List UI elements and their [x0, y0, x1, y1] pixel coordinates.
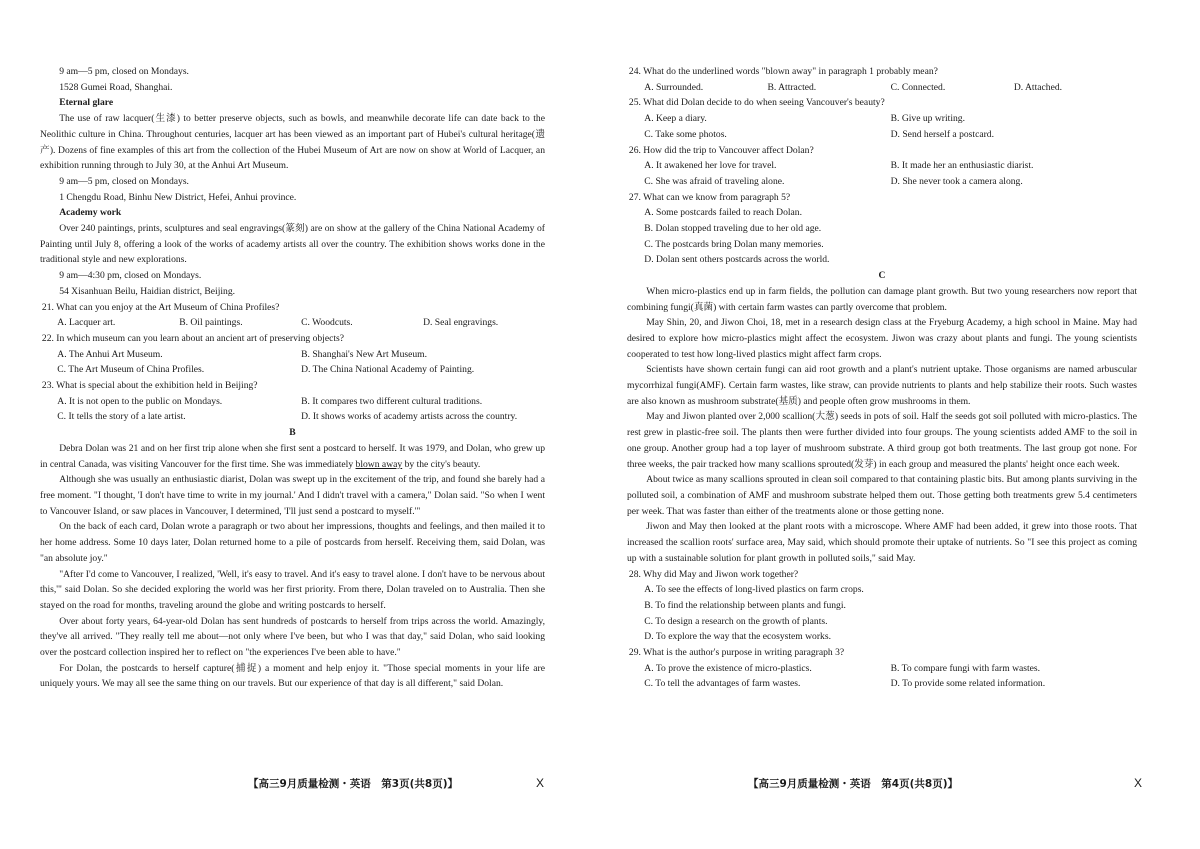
hours-text: 9 am—4:30 pm, closed on Mondays. — [59, 270, 202, 282]
page-mark-left: X — [536, 776, 545, 790]
options-21 — [40, 315, 545, 331]
address-text: 1 Chengdu Road, Binhu New District, Hefei, Anhui province. — [59, 191, 297, 203]
question-25: 25. What did Dolan decide to do when seeing Vancouver's beauty? — [628, 97, 885, 109]
passage-paragraph: For Dolan, the postcards to herself capture(捕捉) a moment and help enjoy it. "Those special moments in your life are uniquely yours. We may all see the same thing on our travels. But our experience of that day is all different," said Dolan. — [40, 662, 545, 690]
option: C. It tells the story of a late artist. — [57, 411, 186, 423]
option: D. She never took a camera along. — [890, 175, 1023, 187]
address-text: 1528 Gumei Road, Shanghai. — [59, 81, 173, 93]
question-24: 24. What do the underlined words "blown away" in paragraph 1 probably mean? — [628, 66, 938, 77]
option: B. To compare fungi with farm wastes. — [890, 662, 1041, 674]
option: B. Give up writing. — [890, 113, 965, 125]
exhibit-paragraph: Over 240 paintings, prints, sculptures and seal engravings(篆刻) are on show at the gallery of the China National Academy of Painting until July 8, offering a look of the works of academy artists all over the country. The exhibition shows works done in the traditional style and new explorations. — [40, 223, 545, 266]
option: D. It shows works of academy artists across the country. — [301, 411, 518, 423]
section-heading-c: C — [878, 270, 886, 282]
option: D. To provide some related information. — [890, 678, 1046, 690]
option: A. Keep a diary. — [644, 113, 707, 125]
option: B. It compares two different cultural traditions. — [301, 395, 483, 407]
option: B. Attracted. — [767, 81, 817, 93]
right-column — [627, 64, 1137, 692]
option: A. Surrounded. — [644, 81, 704, 93]
text-span: by the city's beauty. — [402, 458, 481, 470]
passage-paragraph: "After I'd come to Vancouver, I realized, 'Well, it's easy to travel. And it's easy to travel alone. I don't have to be nervous about this,'" said Dolan. So she decided exploring the world was her first priority. From there, Dolan traveled on to Australia. Then she stayed on the road for months, traveling around the globe and writing postcards to herself. — [40, 568, 545, 611]
option: C. Connected. — [890, 81, 946, 93]
option: B. Shanghai's New Art Museum. — [301, 348, 428, 360]
option: B. Oil paintings. — [179, 317, 243, 329]
option: C. To tell the advantages of farm wastes. — [644, 678, 801, 690]
exhibit-heading: Eternal glare — [59, 97, 114, 109]
question-27: 27. What can we know from paragraph 5? — [628, 191, 791, 203]
options-25 — [627, 111, 1137, 142]
passage-paragraph: Scientists have shown certain fungi can aid root growth and a plant's nutrient uptake. Those organisms are named arbuscular mycorrhizal fungi(AMF). Certain farm wastes, like straw, can provide nutrients to plants and help stabilize their roots. Such wastes are also known as mushroom substrate(基质) and people often grow mushrooms in them. — [627, 364, 1137, 407]
option: D. To explore the way that the ecosystem works. — [644, 631, 831, 643]
passage-paragraph: About twice as many scallions sprouted in clean soil compared to that containing plastic bits. But among plants surviving in the polluted soil, a combination of AMF and mushroom substrate helped them out. Those getting both treatments grew 5.4 centimeters per week. That was faster than either of the treatments alone or those getting none. — [627, 474, 1137, 517]
question-22: 22. In which museum can you learn about an ancient art of preserving objects? — [41, 332, 345, 344]
option: A. It awakened her love for travel. — [644, 160, 777, 172]
option: C. Take some photos. — [644, 128, 727, 140]
option: C. The postcards bring Dolan many memories. — [644, 238, 824, 250]
section-heading-b: B — [289, 427, 296, 439]
exhibit-paragraph: The use of raw lacquer(生漆) to better preserve objects, such as bowls, and meanwhile decorate life can date back to the Neolithic culture in China. Throughout centuries, lacquer art has been viewed as an important part of Hubei's cultural heritage(遗产). Dozens of fine examples of this art from the collection of the Hubei Museum of Art are now on show at World of Lacquer, an exhibition running through to July 30, at the Anhui Art Museum. — [40, 113, 545, 172]
question-21: 21. What can you enjoy at the Art Museum of China Profiles? — [41, 301, 280, 313]
option: A. The Anhui Art Museum. — [57, 348, 163, 360]
option: A. Some postcards failed to reach Dolan. — [644, 207, 802, 219]
passage-paragraph: Over about forty years, 64-year-old Dolan has sent hundreds of postcards to herself from trips across the world. Amazingly, they've all arrived. "They really tell me about—not only where I've been, but who I was that day," said Dolan, who said looking over the postcard collection inspired her to reflect on "the experiences I've been able to have." — [40, 615, 545, 659]
option: B. It made her an enthusiastic diarist. — [890, 160, 1034, 172]
hours-text: 9 am—5 pm, closed on Mondays. — [59, 66, 189, 77]
passage-paragraph: May and Jiwon planted over 2,000 scallion(大葱) seeds in pots of soil. Half the seeds got soil polluted with micro-plastics. The rest grew in plastic-free soil. The plants then were further divided into four groups. The young scientists added AMF to the soil in one group. Another group had a top layer of mushroom substrate. A third group got both treatments. The last group got none. For three weeks, the pair tracked how many scallions sprouted(发芽) in each group and measured the plants' height once each week. — [627, 411, 1137, 470]
option: D. Dolan sent others postcards across the world. — [644, 254, 830, 266]
option: B. To find the relationship between plants and fungi. — [644, 599, 846, 611]
option: A. To see the effects of long-lived plastics on farm crops. — [644, 584, 864, 596]
options-22 — [40, 347, 545, 378]
option: A. It is not open to the public on Mondays. — [57, 395, 223, 407]
option: A. Lacquer art. — [57, 317, 116, 329]
exhibit-heading: Academy work — [59, 207, 122, 219]
option: D. The China National Academy of Painting. — [301, 364, 475, 376]
option: D. Send herself a postcard. — [890, 128, 994, 140]
address-text: 54 Xisanhuan Beilu, Haidian district, Beijing. — [59, 285, 236, 297]
text-span: Debra Dolan was 21 and on her first trip alone when she first sent a postcard to herself. It was 1979, and Dolan, who grew up in central Canada, was visiting Vancouver for the first time. She was immediately — [40, 442, 545, 470]
options-23 — [40, 394, 545, 425]
options-26 — [627, 158, 1137, 189]
option: C. The Art Museum of China Profiles. — [57, 364, 205, 376]
option: D. Attached. — [1013, 81, 1063, 93]
left-column — [40, 64, 545, 692]
page-mark-right: X — [1134, 776, 1143, 790]
passage-paragraph: May Shin, 20, and Jiwon Choi, 18, met in a research design class at the Fryeburg Academy, a high school in Maine. May had desired to explore how micro-plastics might affect the ecosystem. Jiwon was crazy about plants and fungi. The young scientists cooperated to test how long-lived plastics might affect farm crops. — [627, 317, 1137, 360]
passage-paragraph: On the back of each card, Dolan wrote a paragraph or two about her impressions, thoughts and feelings, and then mailed it to her home address. Some 10 days later, Dolan returned home to a pile of postcards from herself. Receiving them, said Dolan, was "an absolute joy." — [40, 521, 545, 564]
question-23: 23. What is special about the exhibition held in Beijing? — [41, 380, 258, 392]
question-29: 29. What is the author's purpose in writing paragraph 3? — [628, 647, 845, 659]
underlined-phrase: blown away — [355, 458, 403, 470]
option: A. To prove the existence of micro-plastics. — [644, 662, 812, 674]
options-29 — [627, 661, 1137, 692]
option: C. To design a research on the growth of plants. — [644, 615, 828, 627]
passage-paragraph: Although she was usually an enthusiastic diarist, Dolan was swept up in the excitement of the trip, and found she barely had a free moment. "I thought, 'I don't have time to write in my journal.' And I didn't travel with a camera," Dolan said. "So when I went to Vancouver Island, or saw places in Vancouver, I determined, 'I'll just send a postcard to myself.'" — [40, 474, 545, 517]
option: C. Woodcuts. — [301, 317, 353, 329]
option: B. Dolan stopped traveling due to her old age. — [644, 223, 822, 235]
option: C. She was afraid of traveling alone. — [644, 175, 785, 187]
page-footer-right: 【高三9月质量检测・英语 第4页(共8页)】 — [748, 778, 959, 790]
question-26: 26. How did the trip to Vancouver affect Dolan? — [628, 144, 814, 156]
question-28: 28. Why did May and Jiwon work together? — [628, 568, 799, 580]
page-footer-left: 【高三9月质量检测・英语 第3页(共8页)】 — [248, 778, 459, 790]
passage-paragraph — [40, 441, 545, 472]
options-24 — [627, 80, 1137, 96]
passage-paragraph: When micro-plastics end up in farm fields, the pollution can damage plant growth. But two young researchers now report that combining fungi(真菌) with certain farm wastes can partly overcome that problem. — [627, 285, 1137, 313]
option: D. Seal engravings. — [423, 317, 499, 329]
hours-text: 9 am—5 pm, closed on Mondays. — [59, 175, 189, 187]
passage-paragraph: Jiwon and May then looked at the plant roots with a microscope. Where AMF had been added, it grew into those roots. That increased the scallion roots' surface area, May said, which should promote their uptake of nutrients. So "I see this project as coming up with a sustainable solution for plant growth in polluted soils," said May. — [627, 521, 1137, 564]
